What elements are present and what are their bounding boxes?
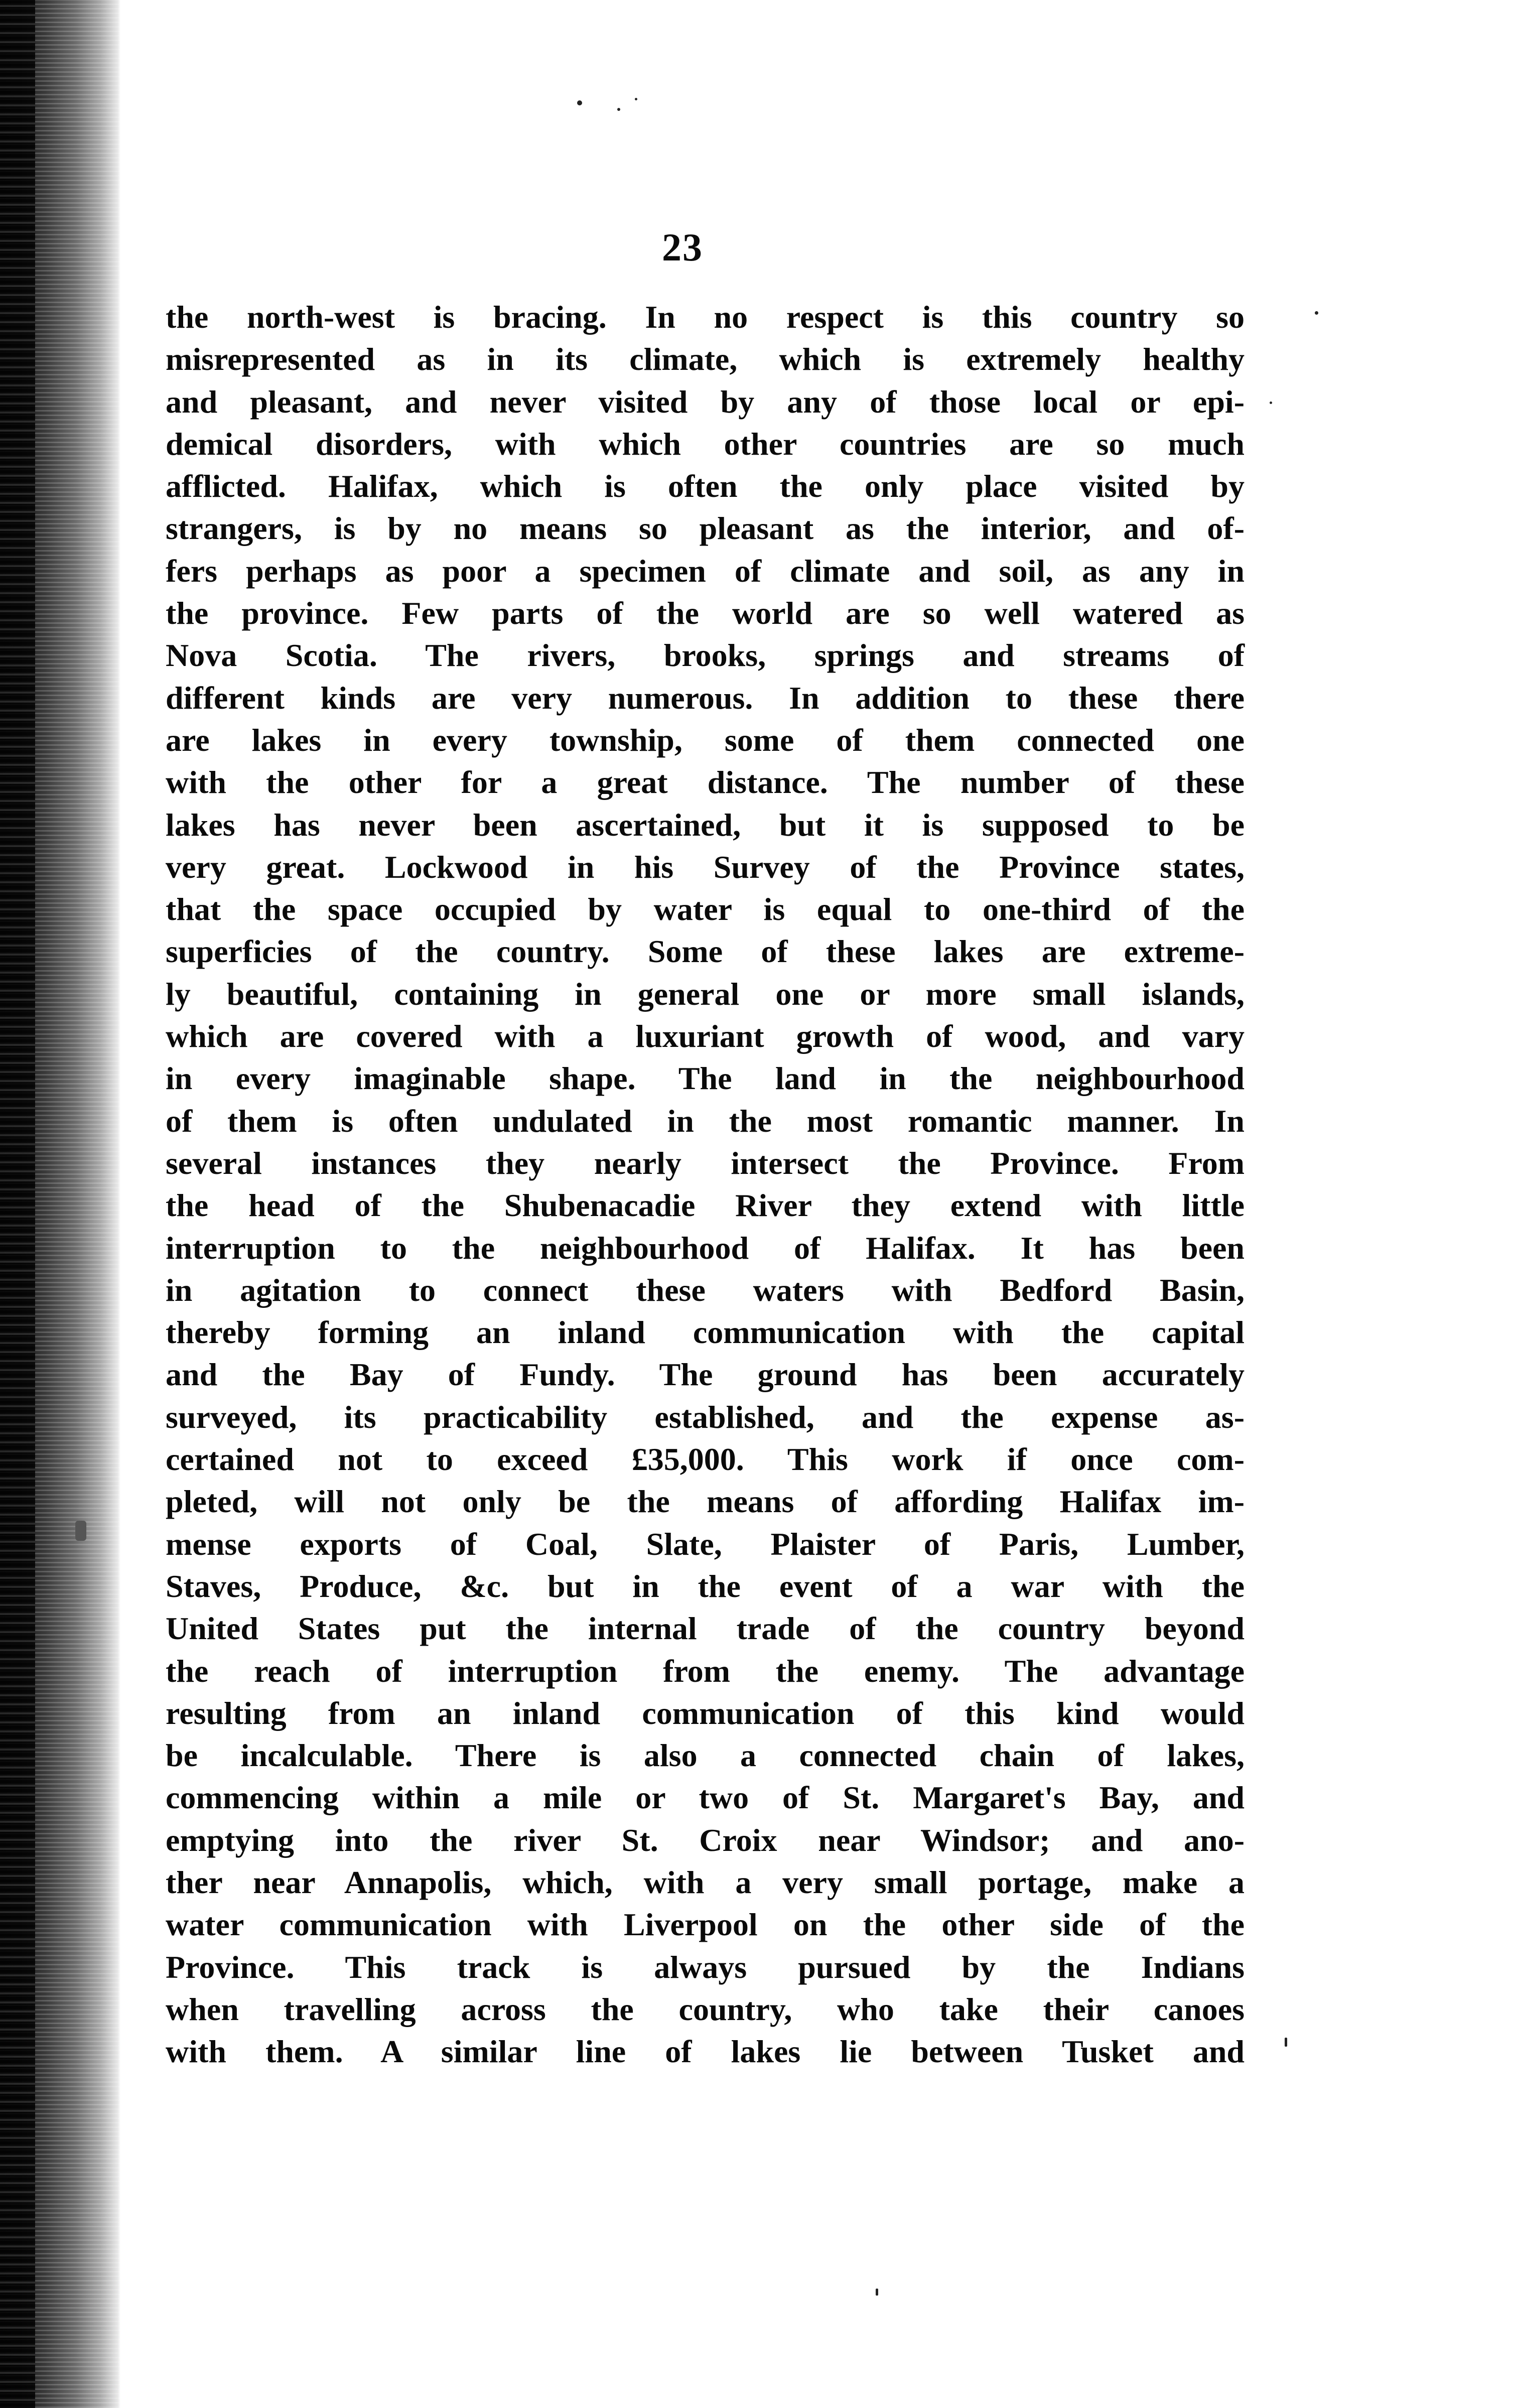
text-line: strangers, is by no means so pleasant as the interior, and of- [166, 510, 1245, 547]
text-line: the reach of interruption from the enemy. The advantage [166, 1653, 1245, 1689]
page-number: 23 [662, 225, 703, 269]
text-line: commencing within a mile or two of St. Margaret's Bay, and [166, 1780, 1245, 1816]
text-line: water communication with Liverpool on the other side of the [166, 1907, 1245, 1943]
scan-speck [1270, 402, 1272, 404]
scan-speck [1315, 311, 1318, 315]
text-line: interruption to the neighbourhood of Halifax. It has been [166, 1230, 1245, 1266]
text-line: thereby forming an inland communication with the capital [166, 1314, 1245, 1351]
scan-speck [577, 100, 582, 105]
scan-speck [75, 1521, 86, 1541]
text-line: afflicted. Halifax, which is often the only place visited by [166, 468, 1245, 504]
body-text [166, 296, 1245, 2073]
text-line: lakes has never been ascertained, but it is supposed to be [166, 807, 1245, 843]
text-line: different kinds are very numerous. In addition to these there [166, 680, 1245, 716]
text-line: the head of the Shubenacadie River they extend with little [166, 1187, 1245, 1224]
text-line: several instances they nearly intersect the Province. From [166, 1145, 1245, 1181]
text-line: demical disorders, with which other countries are so much [166, 426, 1245, 462]
text-line: very great. Lockwood in his Survey of the Province states, [166, 849, 1245, 885]
text-line: pleted, will not only be the means of affording Halifax im- [166, 1484, 1245, 1520]
text-line: ther near Annapolis, which, with a very small portage, make a [166, 1864, 1245, 1900]
text-line: in agitation to connect these waters with Bedford Basin, [166, 1272, 1245, 1308]
scan-speck [876, 2289, 878, 2296]
text-line: certained not to exceed £35,000. This work if once com- [166, 1441, 1245, 1478]
book-binding-edge [0, 0, 120, 2408]
text-line: United States put the internal trade of the country beyond [166, 1611, 1245, 1647]
text-line: Province. This track is always pursued by the Indians [166, 1949, 1245, 1985]
text-line: ly beautiful, containing in general one or more small islands, [166, 976, 1245, 1012]
text-line: fers perhaps as poor a specimen of climate and soil, as any in [166, 553, 1245, 589]
text-line: in every imaginable shape. The land in the neighbourhood [166, 1060, 1245, 1097]
text-line: the north-west is bracing. In no respect is this country so [166, 299, 1245, 335]
text-line: superficies of the country. Some of these lakes are extreme- [166, 933, 1245, 970]
text-line: misrepresented as in its climate, which is extremely healthy [166, 341, 1245, 377]
text-line: with the other for a great distance. The number of these [166, 764, 1245, 800]
text-line: be incalculable. There is also a connected chain of lakes, [166, 1737, 1245, 1774]
text-line: that the space occupied by water is equal to one-third of the [166, 891, 1245, 927]
text-line: and the Bay of Fundy. The ground has been accurately [166, 1357, 1245, 1393]
text-line: with them. A similar line of lakes lie between Tusket and [166, 2034, 1245, 2070]
text-line: are lakes in every township, some of them connected one [166, 722, 1245, 758]
text-line: Staves, Produce, &c. but in the event of a war with the [166, 1568, 1245, 1604]
scan-speck [635, 98, 637, 100]
text-line: resulting from an inland communication of this kind would [166, 1695, 1245, 1731]
text-line: emptying into the river St. Croix near Windsor; and ano- [166, 1822, 1245, 1858]
scan-speck [617, 108, 620, 111]
text-line: the province. Few parts of the world are so well watered as [166, 595, 1245, 631]
text-line: and pleasant, and never visited by any of those local or epi- [166, 383, 1245, 420]
text-line: mense exports of Coal, Slate, Plaister of Paris, Lumber, [166, 1526, 1245, 1562]
text-line: of them is often undulated in the most romantic manner. In [166, 1103, 1245, 1139]
text-line: surveyed, its practicability established, and the expense as- [166, 1399, 1245, 1435]
scan-speck [1285, 2038, 1287, 2047]
text-line: Nova Scotia. The rivers, brooks, springs and streams of [166, 637, 1245, 674]
text-line: when travelling across the country, who take their canoes [166, 1991, 1245, 2027]
text-line: which are covered with a luxuriant growth of wood, and vary [166, 1018, 1245, 1054]
